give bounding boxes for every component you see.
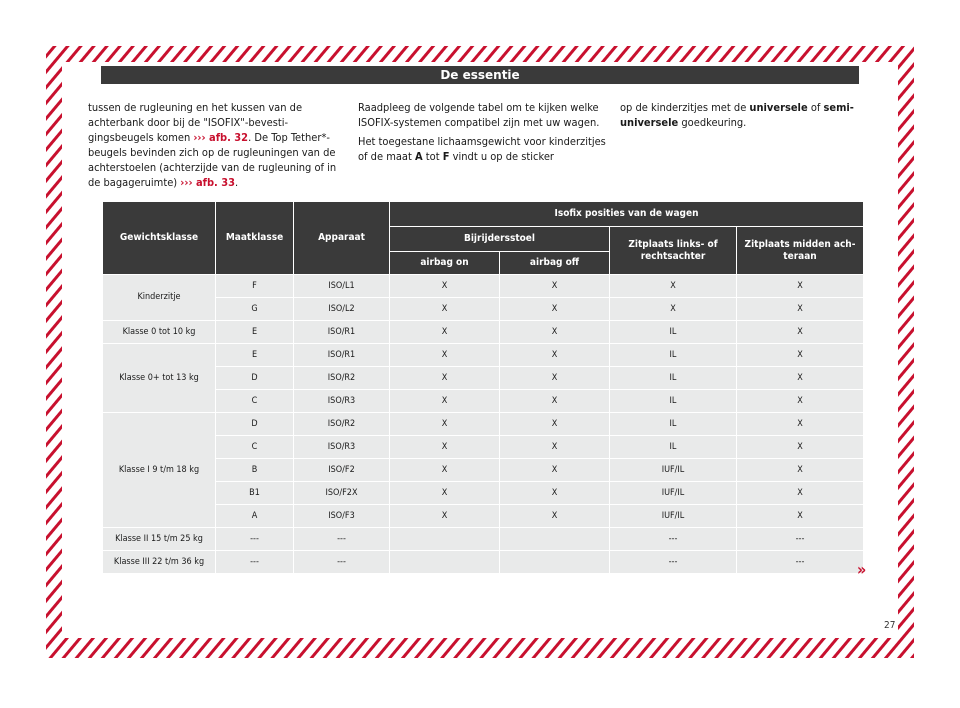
table-cell: --- [294,551,389,573]
table-cell: D [216,413,293,435]
table-cell: ISO/R2 [294,413,389,435]
table-cell: ISO/R2 [294,367,389,389]
table-row [103,367,863,389]
table-cell: X [500,436,609,458]
table-cell: X [500,459,609,481]
table-cell: X [500,344,609,366]
size-letter: A [414,150,423,163]
table-cell: X [737,390,863,412]
table-cell: ISO/R1 [294,344,389,366]
table-cell: X [610,275,736,297]
table-cell: X [500,367,609,389]
table-cell: ISO/F2 [294,459,389,481]
table-row [103,482,863,504]
table-cell: X [737,367,863,389]
header-isofix-positions: Isofix posities van de wagen [390,202,863,226]
page-number: 27 [884,620,896,631]
table-cell: X [737,505,863,527]
table-cell: C [216,390,293,412]
weight-class-cell: Klasse III 22 t/m 36 kg [103,551,215,573]
table-cell: IUF/IL [610,459,736,481]
table-cell: X [390,413,499,435]
text: vindt u op de sticker [449,150,554,163]
table-cell: X [390,367,499,389]
table-body [103,275,863,573]
text: Het toegestane lichaamsgewicht voor kinderzitjes of de maat [358,135,606,163]
table-row [103,275,863,297]
table-cell: X [500,298,609,320]
weight-class-cell: Klasse I 9 t/m 18 kg [103,413,215,527]
table-cell: X [737,413,863,435]
header-rear-outer: Zitplaats links- of rechtsachter [610,227,736,274]
table-cell: D [216,367,293,389]
table-cell: --- [610,528,736,550]
table-cell: X [737,344,863,366]
table-cell: ISO/R1 [294,321,389,343]
table-cell: E [216,344,293,366]
header-airbag-off: airbag off [500,252,609,274]
table-cell: X [737,436,863,458]
table-cell: X [737,275,863,297]
table-cell: X [390,321,499,343]
text: op de kinderzitjes met de [620,101,750,114]
table-cell: G [216,298,293,320]
figure-link[interactable]: ››› afb. 33 [180,176,236,189]
paragraph [88,100,348,190]
text: . De Top Tether*-beugels bevinden zich op de rugleuningen van de achterstoelen (achterzijde van de rugleuning of in de bagageruimte) [88,131,337,189]
table-cell: X [737,298,863,320]
table-cell: X [390,390,499,412]
table-cell [390,551,499,573]
continue-arrow: » [857,560,867,579]
table-cell: --- [610,551,736,573]
table-cell: X [610,298,736,320]
table-cell: ISO/F2X [294,482,389,504]
table-cell: IL [610,436,736,458]
table-cell: X [737,459,863,481]
table-row [103,344,863,366]
table-cell: B [216,459,293,481]
table-row [103,436,863,458]
table-row [103,321,863,343]
table-row [103,505,863,527]
table-row [103,528,863,550]
weight-class-cell: Kinderzitje [103,275,215,320]
table-cell: --- [737,528,863,550]
text: goedkeuring. [678,116,747,129]
table-cell: B1 [216,482,293,504]
table-cell: --- [294,528,389,550]
table-row [103,551,863,573]
table-cell: X [390,298,499,320]
header-passenger-seat: Bijrijdersstoel [390,227,609,251]
text: . [235,176,239,189]
weight-class-cell: Klasse 0+ tot 13 kg [103,344,215,412]
table-cell: C [216,436,293,458]
header-airbag-on: airbag on [390,252,499,274]
table-cell: X [390,482,499,504]
weight-class-cell: Klasse 0 tot 10 kg [103,321,215,343]
table-cell: --- [216,551,293,573]
text-column-2 [358,100,606,168]
table-cell: ISO/L2 [294,298,389,320]
table-cell: IUF/IL [610,505,736,527]
table-cell: X [500,390,609,412]
table-cell: ISO/R3 [294,436,389,458]
table-cell: --- [737,551,863,573]
table-cell: ISO/L1 [294,275,389,297]
table-cell: X [500,413,609,435]
table-cell: IL [610,390,736,412]
table-cell: X [500,275,609,297]
table-cell: X [737,482,863,504]
figure-link[interactable]: ››› afb. 32 [193,131,249,144]
header-weight-class: Gewichtsklasse [103,202,215,274]
size-letter: F [442,150,450,163]
table-cell: X [390,459,499,481]
text: tussen de rugleuning en het kussen van de achterbank door bij de "ISOFIX"-bevestigingsbeugels komen [88,101,303,144]
approval-term: semi-universele [620,101,854,129]
table-cell: F [216,275,293,297]
paragraph [358,134,606,164]
table-cell [390,528,499,550]
table-cell: IL [610,367,736,389]
table-cell: X [390,505,499,527]
table-row [103,390,863,412]
header-rear-middle: Zitplaats midden achteraan [737,227,863,274]
paragraph [620,100,860,130]
text-column-1 [88,100,348,194]
table-cell [500,551,609,573]
table-cell: E [216,321,293,343]
table-cell: X [500,321,609,343]
table-row [103,413,863,435]
table-cell: IL [610,344,736,366]
table-cell: X [390,344,499,366]
text: of [807,101,824,114]
table-cell: X [737,321,863,343]
paragraph: Raadpleeg de volgende tabel om te kijken welke ISOFIX-systemen compatibel zijn met uw wagen. [358,101,600,129]
table-cell: --- [216,528,293,550]
table-row [103,298,863,320]
table-cell: IL [610,321,736,343]
header-size-class: Maatklasse [216,202,293,274]
table-row [103,459,863,481]
table-cell: ISO/F3 [294,505,389,527]
isofix-table [102,201,864,574]
weight-class-cell: Klasse II 15 t/m 25 kg [103,528,215,550]
section-header: De essentie [101,66,859,84]
table-cell: X [500,482,609,504]
table-cell: A [216,505,293,527]
text: tot [422,150,443,163]
table-cell: IL [610,413,736,435]
table-cell: IUF/IL [610,482,736,504]
table-cell: X [390,436,499,458]
table-cell: X [500,505,609,527]
header-device: Apparaat [294,202,389,274]
text-column-3 [620,100,860,134]
table-cell: ISO/R3 [294,390,389,412]
table-cell [500,528,609,550]
table-cell: X [390,275,499,297]
approval-term: universele [749,101,808,114]
